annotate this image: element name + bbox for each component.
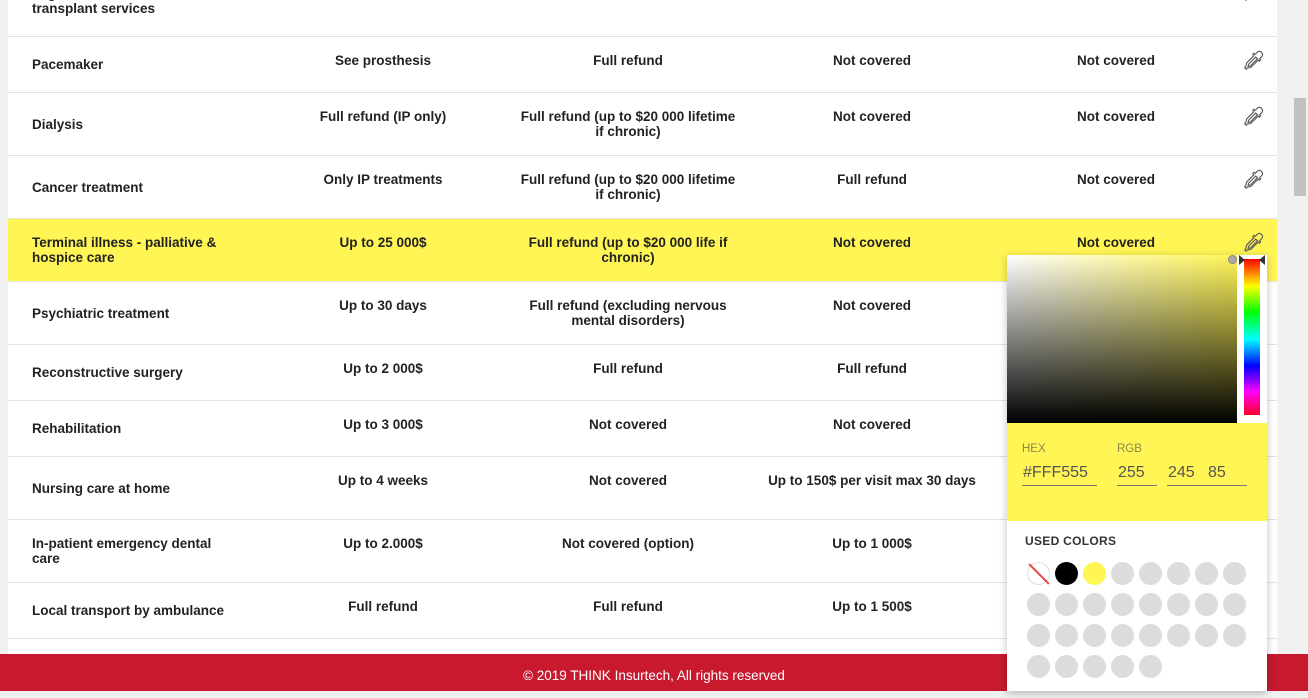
table-row: [8, 156, 1277, 219]
eyedropper-icon[interactable]: [1242, 105, 1266, 127]
row-plan-3-value: Not covered: [832, 235, 912, 250]
empty-color-slot[interactable]: [1027, 624, 1050, 647]
table-row: [8, 93, 1277, 156]
rgb-label: RGB: [1117, 443, 1142, 455]
empty-color-slot[interactable]: [1167, 624, 1190, 647]
row-benefit-name: Psychiatric treatment: [32, 306, 170, 321]
row-plan-1-value: Up to 30 days: [339, 298, 427, 313]
row-plan-2-value: Not covered: [588, 417, 668, 432]
row-plan-3-value: Up to 1 000$: [832, 536, 912, 551]
table-row: [8, 0, 1277, 37]
empty-color-slot[interactable]: [1083, 624, 1106, 647]
row-plan-2-value: Full refund (up to $20 000 life if chronic): [528, 235, 728, 265]
empty-color-slot[interactable]: [1195, 624, 1218, 647]
color-values-panel: [1007, 423, 1267, 521]
row-plan-3-value: Full refund: [837, 361, 907, 376]
row-plan-1-value: Up to 3 000$: [343, 417, 423, 432]
eyedropper-icon[interactable]: [1242, 49, 1266, 71]
row-plan-1-value: Up to 25 000$: [339, 235, 427, 250]
row-plan-1-value: Only IP treatments: [323, 172, 443, 187]
row-plan-2-value: Full refund (up to $20 000 lifetime if chronic): [520, 109, 736, 139]
row-plan-2-value: Not covered: [588, 473, 668, 488]
eyedropper-icon[interactable]: [1242, 168, 1266, 190]
empty-color-slot[interactable]: [1195, 562, 1218, 585]
row-plan-2-value: Full refund (up to $20 000 lifetime if chronic): [520, 172, 736, 202]
row-plan-1-value: Full refund: [348, 599, 418, 614]
row-plan-2-value: Full refund (excluding nervous mental disorders): [529, 298, 727, 328]
row-plan-4-value: Not covered: [1076, 235, 1156, 250]
row-plan-3-value: Not covered: [832, 417, 912, 432]
row-plan-2-value: Full refund: [593, 361, 663, 376]
empty-color-slot[interactable]: [1027, 593, 1050, 616]
table-row: [8, 37, 1277, 93]
row-plan-1-value: Up to 2 000$: [343, 361, 423, 376]
empty-color-slot[interactable]: [1055, 593, 1078, 616]
row-benefit-name: Terminal illness - palliative & hospice care: [32, 235, 217, 265]
empty-color-slot[interactable]: [1055, 655, 1078, 678]
row-benefit-name: Reconstructive surgery: [32, 365, 183, 380]
row-benefit-name: Rehabilitation: [32, 421, 122, 436]
row-benefit-name: In-patient emergency dental care: [32, 536, 212, 566]
row-plan-3-value: Up to 150$ per visit max 30 days: [768, 473, 976, 488]
hex-input[interactable]: [1022, 461, 1097, 486]
color-picker-popup: [1007, 255, 1267, 691]
hue-slider-marker-left[interactable]: [1239, 255, 1245, 265]
row-benefit-name: transplant services: [32, 1, 156, 16]
row-plan-3-value: Not covered: [832, 298, 912, 313]
row-plan-3-value: Full refund: [837, 172, 907, 187]
empty-color-slot[interactable]: [1111, 593, 1134, 616]
row-plan-1-value: See prosthesis: [334, 53, 432, 68]
empty-color-slot[interactable]: [1139, 655, 1162, 678]
row-plan-1-value: Up to 4 weeks: [337, 473, 429, 488]
row-benefit-name: Dialysis: [32, 117, 84, 132]
row-benefit-name: Nursing care at home: [32, 481, 171, 496]
empty-color-slot[interactable]: [1139, 593, 1162, 616]
used-colors-section: [1007, 521, 1267, 691]
empty-color-slot[interactable]: [1167, 593, 1190, 616]
scrollbar-thumb[interactable]: [1294, 98, 1306, 196]
row-plan-3-value: Not covered: [832, 53, 912, 68]
page-scrollbar[interactable]: [1292, 0, 1308, 654]
empty-color-slot[interactable]: [1139, 624, 1162, 647]
used-color-swatch[interactable]: [1055, 562, 1078, 585]
eyedropper-icon[interactable]: [1242, 231, 1266, 253]
row-plan-1-value: Full refund (IP only): [319, 109, 447, 124]
empty-color-slot[interactable]: [1111, 655, 1134, 678]
row-plan-3-value: Not covered: [832, 109, 912, 124]
row-plan-4-value: Not covered: [1076, 109, 1156, 124]
empty-color-slot[interactable]: [1139, 562, 1162, 585]
green-input[interactable]: [1167, 461, 1207, 486]
empty-color-slot[interactable]: [1027, 655, 1050, 678]
empty-color-slot[interactable]: [1111, 624, 1134, 647]
empty-color-slot[interactable]: [1083, 655, 1106, 678]
empty-color-slot[interactable]: [1195, 593, 1218, 616]
empty-color-slot[interactable]: [1111, 562, 1134, 585]
row-plan-2-value: Full refund: [593, 53, 663, 68]
empty-color-slot[interactable]: [1083, 593, 1106, 616]
red-input[interactable]: [1117, 461, 1157, 486]
hue-slider[interactable]: [1242, 259, 1262, 419]
empty-color-slot[interactable]: [1223, 562, 1246, 585]
used-colors-title: USED COLORS: [1025, 534, 1117, 548]
hex-label: HEX: [1022, 443, 1046, 455]
row-plan-4-value: Not covered: [1076, 53, 1156, 68]
saturation-value-handle[interactable]: [1228, 255, 1237, 264]
empty-color-slot[interactable]: [1223, 624, 1246, 647]
hue-slider-cap: [1242, 415, 1267, 423]
hue-slider-marker-right[interactable]: [1259, 255, 1265, 265]
empty-color-slot[interactable]: [1223, 593, 1246, 616]
row-benefit-name: Cancer treatment: [32, 180, 144, 195]
blue-input[interactable]: [1207, 461, 1247, 486]
saturation-value-area[interactable]: [1007, 255, 1237, 423]
row-benefit-name: Local transport by ambulance: [32, 603, 225, 618]
used-color-swatch[interactable]: [1083, 562, 1106, 585]
no-color-swatch[interactable]: [1027, 562, 1050, 585]
eyedropper-icon[interactable]: [1242, 0, 1266, 2]
empty-color-slot[interactable]: [1055, 624, 1078, 647]
row-plan-1-value: Up to 2.000$: [343, 536, 423, 551]
row-plan-4-value: Not covered: [1076, 172, 1156, 187]
row-benefit-name: Pacemaker: [32, 57, 104, 72]
row-plan-2-value: Not covered (option): [562, 536, 694, 551]
row-plan-3-value: Up to 1 500$: [832, 599, 912, 614]
footer-copyright: © 2019 THINK Insurtech, All rights reserved: [523, 668, 785, 683]
row-plan-2-value: Full refund: [593, 599, 663, 614]
empty-color-slot[interactable]: [1167, 562, 1190, 585]
